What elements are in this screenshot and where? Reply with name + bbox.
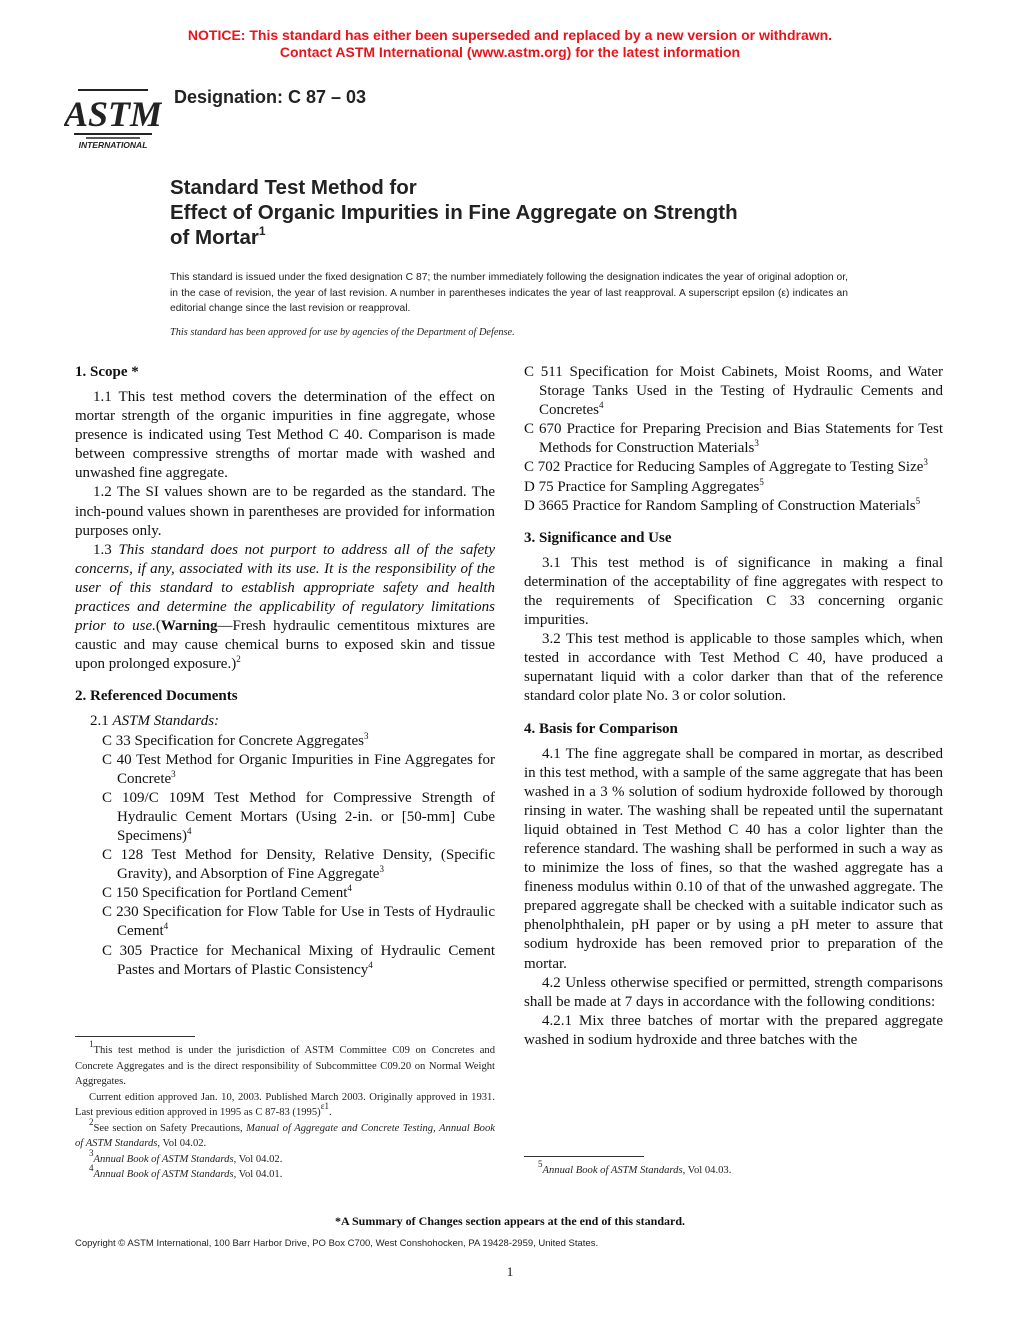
ref-item: C 33 Specification for Concrete Aggregates$^3$ <box>102 730 369 749</box>
copyright: Copyright © ASTM International, 100 Barr Harbor Drive, PO Box C700, West Conshohocken, PA 19428-2959, United States. <box>75 1238 599 1249</box>
ref-item: D 3665 Practice for Random Sampling of Construction Materials$^5$ <box>524 495 921 514</box>
significance-heading: 3. Significance and Use <box>524 529 672 546</box>
ref-list-left <box>90 732 495 980</box>
ref-item: C 702 Practice for Reducing Samples of Aggregate to Testing Size$^3$ <box>524 457 928 476</box>
basis-heading: 4. Basis for Comparison <box>524 720 678 737</box>
logo-text: ASTM <box>64 94 162 134</box>
notice-line-1: NOTICE: This standard has either been superseded and replaced by a new version or withdrawn. <box>187 27 833 43</box>
document-title <box>170 175 930 250</box>
ref-item: D 75 Practice for Sampling Aggregates$^5$ <box>524 476 764 495</box>
footnote-5: $^5$Annual Book of ASTM Standards, Vol 04.03. <box>538 1159 732 1176</box>
ref-item: C 670 Practice for Preparing Precision and Bias Statements for Test Methods for Construction Materials$^3$ <box>524 421 943 457</box>
basis-4-2: 4.2 Unless otherwise specified or permitted, strength comparisons shall be made at 7 days in accordance with the following conditions: <box>524 974 943 1010</box>
footnote-rule <box>75 1036 195 1037</box>
ref-item: C 150 Specification for Portland Cement$^4$ <box>102 883 352 902</box>
ref-item: C 40 Test Method for Organic Impurities in Fine Aggregates for Concrete$^3$ <box>102 751 495 787</box>
significance-3-2: 3.2 This test method is applicable to those samples which, when tested in accordance with Test Method C 40, have produced a supernatant liquid with a color darker than that of the reference standard color plate No. 3 or color solution. <box>524 631 943 705</box>
ref-list-right <box>524 363 943 516</box>
title-footnote-ref: 1 <box>258 224 266 238</box>
scope-heading: 1. Scope * <box>75 364 139 380</box>
astm-logo <box>64 78 162 150</box>
defense-note: This standard has been approved for use by agencies of the Department of Defense. <box>170 327 515 338</box>
right-column <box>524 363 943 1050</box>
footnote-3: $^3$Annual Book of ASTM Standards, Vol 04.02. <box>89 1147 283 1165</box>
ref-item: C 305 Practice for Mechanical Mixing of Hydraulic Cement Pastes and Mortars of Plastic Consistency$^4$ <box>102 942 495 978</box>
page-number: 1 <box>506 1264 514 1279</box>
notice-line-2: Contact ASTM International (www.astm.org) for the latest information <box>279 44 741 60</box>
footnote-2: $^2$See section on Safety Precautions, Manual of Aggregate and Concrete Testing, Annual Book of ASTM Standards, Vol 04.02. <box>75 1116 495 1149</box>
footnote-1b: Current edition approved Jan. 10, 2003. Published March 2003. Originally approved in 1931. Last previous edition approved in 1995 as C 87-83 (1995)$^{\varepsilon 1}$. <box>75 1091 495 1118</box>
footnotes-right <box>524 1156 943 1179</box>
astm-standards-label: 2.1 ASTM Standards: <box>90 713 220 730</box>
footnote-1: $^1$This test method is under the jurisdiction of ASTM Committee C09 on Concretes and Concrete Aggregates and is the direct responsibility of Subcommittee C09.20 on Normal Weight Aggregates. <box>75 1039 495 1087</box>
ref-item: C 109/C 109M Test Method for Compressive Strength of Hydraulic Cement Mortars (Using 2-in. or [50-mm] Cube Specimens)$^4$ <box>102 789 495 844</box>
footnote-rule <box>524 1156 644 1157</box>
footnote-4: $^4$Annual Book of ASTM Standards, Vol 04.01. <box>89 1163 283 1180</box>
basis-4-2-1: 4.2.1 Mix three batches of mortar with the prepared aggregate washed in sodium hydroxide and three batches with the <box>524 1012 943 1048</box>
summary-of-changes-note: *A Summary of Changes section appears at the end of this standard. <box>334 1214 686 1228</box>
ref-item: C 230 Specification for Flow Table for Use in Tests of Hydraulic Cement$^4$ <box>102 904 495 940</box>
ref-item: C 511 Specification for Moist Cabinets, Moist Rooms, and Water Storage Tanks Used in the Testing of Hydraulic Cements and Concretes$^4$ <box>524 364 943 419</box>
scope-1-2: 1.2 The SI values shown are to be regarded as the standard. The inch-pound values shown in parentheses are provided for information purposes only. <box>75 484 495 539</box>
basis-4-1: 4.1 The fine aggregate shall be compared in mortar, as described in this test method, with a sample of the same aggregate that has been washed in a 3 % solution of sodium hydroxide followed by thorough rinsing in water. The washing shall be repeated until the supernatant liquid obtained in Test Method C 40 has a color lighter than the reference standard. The washing shall be performed in such a way as to minimize the loss of fines, so that the washed aggregate has a fineness modulus within 0.10 of that of the unwashed aggregate. The prepared aggregate shall be checked with a suitable indicator such as phenolphthalein, pH paper or by using a pH meter to assure that sodium hydroxide has been removed prior to preparation of the mortar. <box>524 745 943 972</box>
scope-1-3: 1.3 This standard does not purport to address all of the safety concerns, if any, associated with its use. It is the responsibility of the user of this standard to establish appropriate safety and health practices and determine the applicability of regulatory limitations prior to use.(Warning—Fresh hydraulic cementitous mixtures are caustic and may cause chemical burns to exposed skin and tissue upon prolonged exposure.)$^2$ <box>75 541 496 673</box>
referenced-heading: 2. Referenced Documents <box>75 688 238 705</box>
designation: Designation: C 87 – 03 <box>174 87 367 107</box>
title-line-3: of Mortar <box>170 226 259 249</box>
significance-3-1: 3.1 This test method is of significance in making a final determination of the acceptability of fine aggregates with respect to the requirements of Specification C 33 concerning organic impurities. <box>524 554 943 629</box>
title-line-1: Standard Test Method for <box>170 176 417 199</box>
left-column <box>75 363 495 980</box>
scope-1-1: 1.1 This test method covers the determination of the effect on mortar strength of the organic impurities in fine aggregate, whose presence is indicated using Test Method C 40. Comparison is made between compressive strengths of mortar made with washed and unwashed fine aggregate. <box>75 389 495 482</box>
logo-subtitle: INTERNATIONAL <box>78 140 148 150</box>
title-line-2: Effect of Organic Impurities in Fine Aggregate on Strength <box>170 201 738 224</box>
footnotes-left <box>75 1036 495 1183</box>
ref-item: C 128 Test Method for Density, Relative Density, (Specific Gravity), and Absorption of Fine Aggregate$^3$ <box>102 847 495 883</box>
intro-paragraph: This standard is issued under the fixed designation C 87; the number immediately following the designation indicates the year of original adoption or, in the case of revision, the year of last revision. A number in parentheses indicates the year of last reapproval. A superscript epsilon (ε) indicates an editorial change since the last revision or reapproval. <box>170 272 848 315</box>
